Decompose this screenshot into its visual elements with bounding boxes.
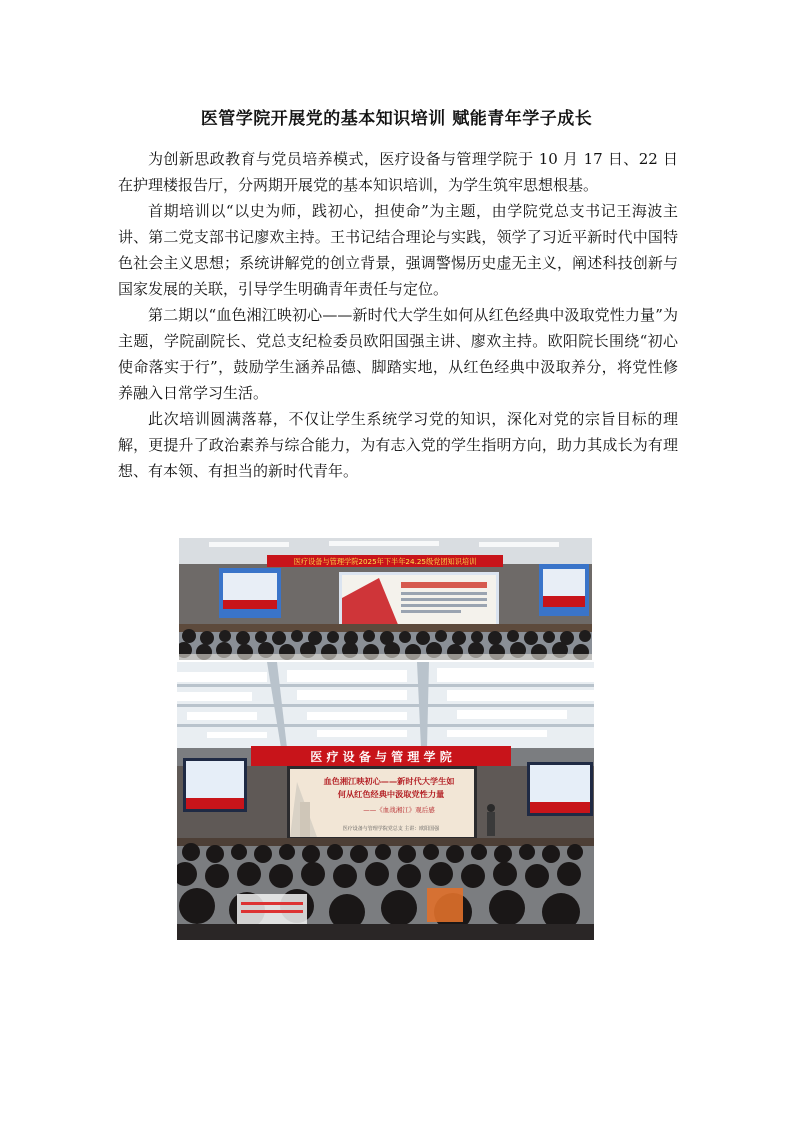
led-banner-2-text: 医 疗 设 备 与 管 理 学 院 [310, 750, 452, 764]
paragraph-2: 首期培训以“以史为师，践初心，担使命”为主题，由学院党总支书记王海波主讲、第二党支部书记廖欢主持。王书记结合理论与实践，领学了习近平新时代中国特色社会主义思想；系统讲解党的创立背景，强调警惕历史虚无主义，阐述科技创新与国家发展的关联，引导学生明确青年责任与定位。 [118, 202, 678, 298]
training-photo-1 [179, 538, 592, 660]
document-body [118, 146, 678, 484]
screen-line-1: 血色湘江映初心——新时代大学生如 [323, 776, 455, 786]
led-banner-1-text: 医疗设备与管理学院2025年下半年24.25级党团知识培训 [293, 557, 477, 566]
paragraph-1: 为创新思政教育与党员培养模式，医疗设备与管理学院于 10 月 17 日、22 日在护理楼报告厅，分两期开展党的基本知识培训，为学生筑牢思想根基。 [118, 150, 678, 194]
paragraph-3: 第二期以“血色湘江映初心——新时代大学生如何从红色经典中汲取党性力量”为主题，学院副院长、党总支纪检委员欧阳国强主讲、廖欢主持。欧阳院长围绕“初心使命落实于行”，鼓励学生涵养品德、脚踏实地，从红色经典中汲取养分，将党性修养融入日常学习生活。 [118, 306, 678, 402]
training-photo-2 [177, 662, 594, 940]
screen-footer: 医疗设备与管理学院党总支 主讲：欧阳国强 [342, 826, 440, 832]
paragraph-4: 此次培训圆满落幕，不仅让学生系统学习党的知识，深化对党的宗旨目标的理解，更提升了政治素养与综合能力，为有志入党的学生指明方向，助力其成长为有理想、有本领、有担当的新时代青年。 [118, 410, 678, 480]
lecture-hall-image-2 [177, 662, 594, 940]
document-title: 医管学院开展党的基本知识培训 赋能青年学子成长 [200, 109, 593, 129]
lecture-hall-image-1 [179, 538, 592, 660]
screen-line-2: 何从红色经典中汲取党性力量 [337, 789, 445, 799]
screen-line-3: ——《血战湘江》观后感 [363, 806, 435, 814]
